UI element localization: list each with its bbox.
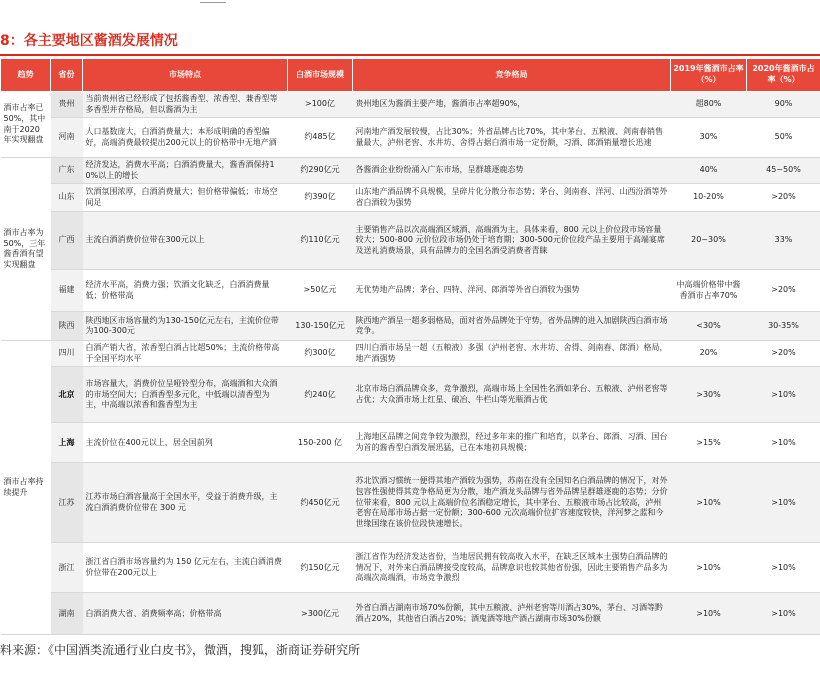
province-cell: 广东 bbox=[51, 158, 83, 184]
province-cell: 北京 bbox=[51, 367, 83, 423]
size-cell: 约240亿 bbox=[288, 367, 353, 423]
header-share-2019: 2019年酱酒市占率（%） bbox=[671, 59, 747, 92]
table-row bbox=[1, 184, 820, 212]
title-underline bbox=[0, 54, 820, 56]
competition-cell: 上海地区品牌之间竞争较为激烈，经过多年来的推广和培育，以茅台、郎酒、习酒、国台为首的酱香型白酒发展迅猛，已在本地初具规模； bbox=[353, 423, 671, 463]
share-2019-cell: 20% bbox=[671, 341, 747, 367]
competition-cell: 陕西地产酒呈一超多弱格局，面对省外品牌处于守势，省外品牌的进入加剧陕西白酒市场竞争。 bbox=[353, 312, 671, 341]
share-2019-cell: 20~30% bbox=[671, 212, 747, 270]
header-size: 白酒市场规模 bbox=[288, 59, 353, 92]
table-row bbox=[1, 92, 820, 118]
table-row bbox=[1, 270, 820, 312]
share-2019-cell: >15% bbox=[671, 423, 747, 463]
share-2019-cell: >10% bbox=[671, 543, 747, 593]
share-2019-cell: >10% bbox=[671, 593, 747, 635]
share-2020-cell: >10% bbox=[747, 463, 820, 543]
size-cell: 约150亿元 bbox=[288, 543, 353, 593]
feature-cell: 当前贵州省已经形成了包括酱香型、浓香型、兼香型等多香型并存格局，但以酱酒为主 bbox=[83, 92, 288, 118]
competition-cell: 苏北饮酒习惯统一便得其地产酒较为强势，苏南在没有全国知名白酒品牌的情况下，对外包容性强使得其竞争格局更为分散，地产酒龙头品牌与省外品牌呈群雄逐鹿的态势；分价位带来看，800 元以上高端价位名酒稳定增长，其中茅台、五粮液市场占比较高，泸州老窖在局部市场占据一定份额；300-600 元次高端价位扩容速度较快，洋河梦之蓝和今世缘国缘在该价位段快速增长。 bbox=[353, 463, 671, 543]
share-2020-cell: 90% bbox=[747, 92, 820, 118]
table-row bbox=[1, 463, 820, 543]
trend-group-1: 酒市占率已50%，其中南于2020年实现翻盘 bbox=[1, 92, 51, 158]
header-competition: 竞争格局 bbox=[353, 59, 671, 92]
feature-cell: 人口基数庞大，白酒消费量大；本形成明确的香型偏好，高端消费最较提出200元以上的价格带中无地产酒 bbox=[83, 118, 288, 158]
province-cell: 上海 bbox=[51, 423, 83, 463]
province-cell: 陕西 bbox=[51, 312, 83, 341]
competition-cell: 无优势地产品牌；茅台、四特、洋河、郎酒等外省白酒较为强势 bbox=[353, 270, 671, 312]
size-cell: 150-200 亿 bbox=[288, 423, 353, 463]
trend-group-3: 酒市占率持续提升 bbox=[1, 341, 51, 635]
share-2020-cell: >20% bbox=[747, 341, 820, 367]
competition-cell: 主要销售产品以次高端酒区域酒、高端酒为主。具体来看，800 元以上价位段市场容量较大；500-800 元价位段市场仍处于培育期；300-500元价位段产品主要用于高端宴席及送礼消费场景，具有品牌力的全国名酒受消费者青睐 bbox=[353, 212, 671, 270]
share-2020-cell: >10% bbox=[747, 423, 820, 463]
province-cell: 湖南 bbox=[51, 593, 83, 635]
share-2020-cell: >10% bbox=[747, 367, 820, 423]
share-2019-cell: 10-20% bbox=[671, 184, 747, 212]
province-cell: 四川 bbox=[51, 341, 83, 367]
share-2020-cell: 30-35% bbox=[747, 312, 820, 341]
table-row bbox=[1, 593, 820, 635]
competition-cell: 各酱酒企业纷纷涌入广东市场，呈群雄逐鹿态势 bbox=[353, 158, 671, 184]
competition-cell: 四川白酒市场呈一超（五粮液）多强（泸州老窖、水井坊、舍得、剑南春、郎酒）格局，地产酒强势 bbox=[353, 341, 671, 367]
share-2019-cell: 超80% bbox=[671, 92, 747, 118]
header-feature: 市场特点 bbox=[83, 59, 288, 92]
table-row bbox=[1, 312, 820, 341]
share-2020-cell: >10% bbox=[747, 543, 820, 593]
feature-cell: 主流白酒消费价位带在300元以上 bbox=[83, 212, 288, 270]
table-row bbox=[1, 423, 820, 463]
province-cell: 河南 bbox=[51, 118, 83, 158]
table-row bbox=[1, 158, 820, 184]
share-2019-cell: >30% bbox=[671, 367, 747, 423]
source-note: 料来源：《中国酒类流通行业白皮书》，微酒，搜狐，浙商证券研究所 bbox=[0, 643, 361, 657]
competition-cell: 河南地产酒发展较慢，占比30%；外省品牌占比70%，其中茅台、五粮液、剑南春销售量最大，泸州老窖、水井坊、舍得占据白酒市场一定份额，习酒、郎酒销量增长迅速 bbox=[353, 118, 671, 158]
province-cell: 山东 bbox=[51, 184, 83, 212]
share-2020-cell: >20% bbox=[747, 270, 820, 312]
share-2020-cell: >20% bbox=[747, 184, 820, 212]
size-cell: 130-150亿元 bbox=[288, 312, 353, 341]
feature-cell: 经济发达，消费水平高；白酒消费量大，酱香酒保持10%以上的增长 bbox=[83, 158, 288, 184]
competition-cell: 贵州地区为酱酒主要产地，酱酒市占率超90%， bbox=[353, 92, 671, 118]
size-cell: >50亿元 bbox=[288, 270, 353, 312]
competition-cell: 山东地产酒品牌不具规模，呈碎片化分散分布态势；茅台、剑南春、洋河、山西汾酒等外省白酒较为强势 bbox=[353, 184, 671, 212]
size-cell: 约450亿元 bbox=[288, 463, 353, 543]
top-rule bbox=[200, 2, 226, 3]
feature-cell: 陕西地区市场容量约为130-150亿元左右，主流价位带为100-300元 bbox=[83, 312, 288, 341]
share-2019-cell: <30% bbox=[671, 312, 747, 341]
table-row bbox=[1, 341, 820, 367]
size-cell: >100亿 bbox=[288, 92, 353, 118]
trend-group-2: 酒市占率为50%，三年酱香酒有望实现翻盘 bbox=[1, 158, 51, 341]
share-2020-cell: >10% bbox=[747, 593, 820, 635]
province-table bbox=[0, 58, 820, 635]
province-cell: 福建 bbox=[51, 270, 83, 312]
table-row bbox=[1, 212, 820, 270]
share-2019-cell: >10% bbox=[671, 463, 747, 543]
share-2019-cell: 中高端价格带中酱香酒市占率70% bbox=[671, 270, 747, 312]
feature-cell: 市场容量大，消费价位呈哑铃型分布，高端酒和大众酒的市场空间大；白酒香型多元化，中低端以清香型为主，中高端以浓香和酱香型为主 bbox=[83, 367, 288, 423]
size-cell: 约390亿 bbox=[288, 184, 353, 212]
header-row bbox=[1, 59, 820, 92]
table-row bbox=[1, 367, 820, 423]
share-2019-cell: 30% bbox=[671, 118, 747, 158]
feature-cell: 经济水平高，消费力强；饮酒文化缺乏，白酒消费量低；价格带高 bbox=[83, 270, 288, 312]
size-cell: 约485亿 bbox=[288, 118, 353, 158]
province-cell: 江苏 bbox=[51, 463, 83, 543]
province-cell: 广西 bbox=[51, 212, 83, 270]
feature-cell: 白酒消费大省、消费频率高；价格带高 bbox=[83, 593, 288, 635]
header-province: 省份 bbox=[51, 59, 83, 92]
feature-cell: 白酒产销大省，浓香型白酒占比超50%；主流价格带高于全国平均水平 bbox=[83, 341, 288, 367]
header-share-2020: 2020年酱酒市占率（%） bbox=[747, 59, 820, 92]
province-cell: 贵州 bbox=[51, 92, 83, 118]
competition-cell: 外省白酒占湖南市场70%份额，其中五粮液、泸州老窖等川酒占30%，茅台、习酒等黔酒占20%，其他省白酒占20%；酒鬼酒等地产酒占湖南市场30%份额 bbox=[353, 593, 671, 635]
size-cell: 约300亿 bbox=[288, 341, 353, 367]
size-cell: >300亿元 bbox=[288, 593, 353, 635]
share-2020-cell: 45~50% bbox=[747, 158, 820, 184]
competition-cell: 浙江省作为经济发达省份，当地居民拥有较高收入水平，在缺乏区域本土强势白酒品牌的情况下，对外来白酒品牌接受度较高，品牌意识也较其他省份强，因此主要销售产品多为高端次高端酒，市场竞争激烈 bbox=[353, 543, 671, 593]
competition-cell: 北京市场白酒品牌众多，竞争激烈，高端市场上全国性名酒如茅台、五粮液、泸州老窖等占优；大众酒市场上红星、破冶、牛栏山等光瓶酒占优 bbox=[353, 367, 671, 423]
feature-cell: 主流价位在400元以上，居全国前列 bbox=[83, 423, 288, 463]
size-cell: 约110亿元 bbox=[288, 212, 353, 270]
header-trend: 趋势 bbox=[1, 59, 51, 92]
share-2020-cell: 33% bbox=[747, 212, 820, 270]
share-2019-cell: 40% bbox=[671, 158, 747, 184]
table-row bbox=[1, 543, 820, 593]
size-cell: 约290亿元 bbox=[288, 158, 353, 184]
province-cell: 浙江 bbox=[51, 543, 83, 593]
table-title: 8：各主要地区酱酒发展情况 bbox=[0, 33, 178, 49]
feature-cell: 饮酒氛围浓厚，白酒消费量大；但价格带偏低；市场空间足 bbox=[83, 184, 288, 212]
share-2020-cell: 50% bbox=[747, 118, 820, 158]
feature-cell: 江苏市场白酒容量高于全国水平，受益于消费升级，主流白酒消费价位带在 300 元 bbox=[83, 463, 288, 543]
table-row bbox=[1, 118, 820, 158]
feature-cell: 浙江省白酒市场容量约为 150 亿元左右，主流白酒消费价位带在200元以上 bbox=[83, 543, 288, 593]
